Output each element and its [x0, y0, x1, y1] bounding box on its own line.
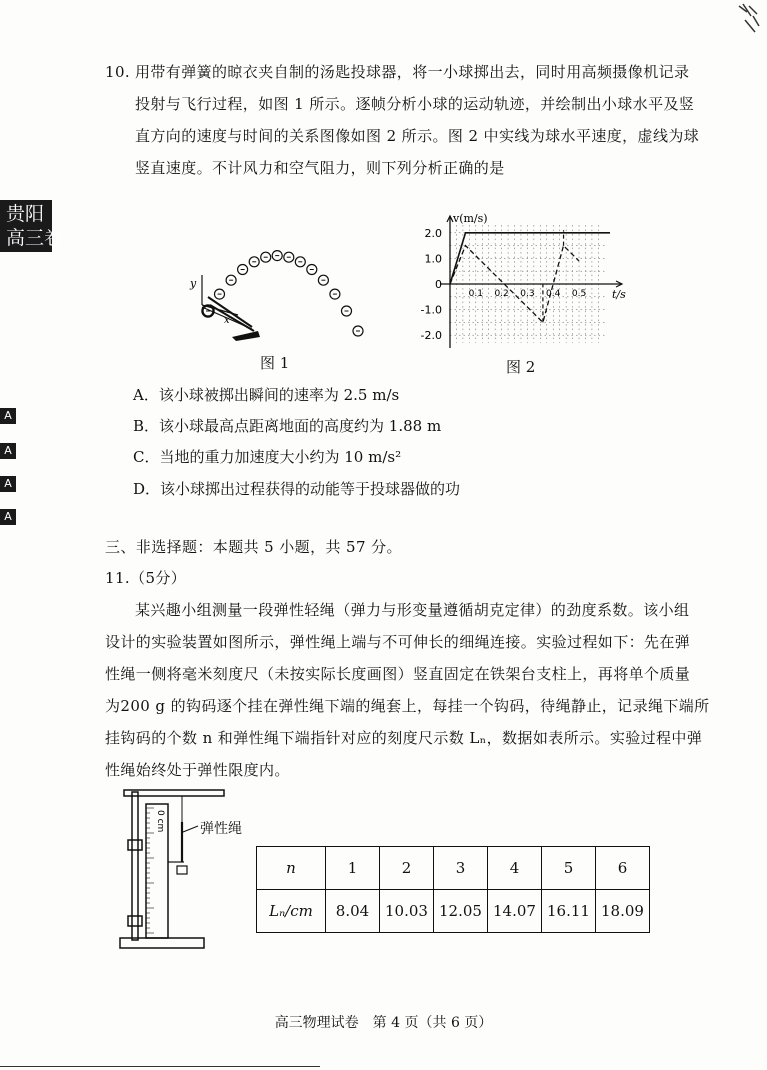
x-tick-label: 0.4 — [546, 289, 561, 299]
x-tick-label: 0.1 — [468, 289, 483, 299]
apparatus-figure — [110, 782, 255, 957]
fig1-x-label: x — [224, 315, 230, 326]
q11-line: 性绳始终处于弹性限度内。 — [105, 761, 290, 779]
x-tick-label: 0.3 — [520, 289, 535, 299]
q10-number: 10. — [105, 63, 131, 81]
data-table — [256, 846, 650, 933]
side-mark: A — [0, 408, 16, 424]
side-mark: A — [0, 443, 16, 459]
table-cell: 14.07 — [488, 890, 542, 933]
x-tick-label: 0.5 — [571, 289, 587, 299]
bottom-rule — [0, 1066, 320, 1067]
y-tick-label: -1.0 — [420, 303, 442, 317]
q10-line: 用带有弹簧的晾衣夹自制的汤匙投球器，将一小球掷出去，同时用高频摄像机记录 — [135, 63, 690, 81]
figure-2-vt-chart — [420, 206, 640, 356]
side-tab — [0, 200, 64, 252]
table-cell: 3 — [434, 847, 488, 890]
ruler-zero-label: 0 cm — [155, 810, 165, 833]
side-mark: A — [0, 509, 16, 525]
x-tick-label: 0.2 — [494, 289, 509, 299]
table-cell: 1 — [326, 847, 380, 890]
figure-1-trajectory — [180, 235, 390, 350]
y-tick-label: -2.0 — [420, 329, 442, 343]
y-tick-label: 1.0 — [424, 252, 442, 266]
table-cell: 5 — [542, 847, 596, 890]
option-d: D．该小球掷出过程获得的动能等于投球器做的功 — [133, 480, 461, 498]
table-header-n: n — [257, 847, 326, 890]
q11-line: 设计的实验装置如图所示，弹性绳上端与不可伸长的细绳连接。实验过程如下：先在弹 — [105, 633, 691, 651]
q11-line: 为200 g 的钩码逐个挂在弹性绳下端的绳套上，每挂一个钩码，待绳静止，记录绳下端所 — [105, 697, 710, 715]
section-3-heading: 三、非选择题：本题共 5 小题，共 57 分。 — [105, 538, 402, 556]
side-mark: A — [0, 476, 16, 492]
table-cell: 10.03 — [380, 890, 434, 933]
q11-line: 性绳一侧将毫米刻度尺（未按实际长度画图）竖直固定在铁架台支柱上，再将单个质量 — [105, 665, 691, 683]
table-cell: 2 — [380, 847, 434, 890]
q11-line: 某兴趣小组测量一段弹性轻绳（弹力与形变量遵循胡克定律）的劲度系数。该小组 — [135, 601, 690, 619]
q10-line: 投射与飞行过程，如图 1 所示。逐帧分析小球的运动轨迹，并绘制出小球水平及竖 — [135, 95, 695, 113]
x-axis-label: t/s — [612, 288, 626, 301]
option-a: A．该小球被掷出瞬间的速率为 2.5 m/s — [133, 386, 400, 404]
y-axis-label: v(m/s) — [453, 212, 488, 225]
side-tab-line1: 贵阳 — [6, 203, 45, 225]
q11-line: 挂钩码的个数 n 和弹性绳下端指针对应的刻度尺示数 Lₙ，数据如表所示。实验过程中弹 — [105, 729, 703, 747]
table-cell: 4 — [488, 847, 542, 890]
table-cell: 6 — [596, 847, 650, 890]
launcher-device — [202, 297, 260, 341]
table-row — [257, 847, 650, 890]
fig2-caption: 图 2 — [506, 358, 536, 376]
y-tick-label: 2.0 — [424, 226, 442, 240]
q10-line: 竖直速度。不计风力和空气阻力，则下列分析正确的是 — [135, 159, 505, 177]
table-cell: 12.05 — [434, 890, 488, 933]
table-cell: 18.09 — [596, 890, 650, 933]
y-tick-label: 0 — [435, 278, 442, 291]
q10-line: 直方向的速度与时间的关系图像如图 2 所示。图 2 中实线为球水平速度，虚线为球 — [135, 127, 700, 145]
fig1-caption: 图 1 — [260, 354, 290, 372]
option-c: C．当地的重力加速度大小约为 10 m/s² — [133, 448, 402, 466]
table-row — [257, 890, 650, 933]
side-tab-line2: 高三卷 — [6, 227, 64, 249]
table-header-ln: Lₙ/cm — [257, 890, 326, 933]
page-footer: 高三物理试卷 第 4 页（共 6 页） — [274, 1015, 493, 1031]
corner-stamp — [735, 2, 763, 42]
table-cell: 16.11 — [542, 890, 596, 933]
table-cell: 8.04 — [326, 890, 380, 933]
q11-header: 11.（5分） — [105, 569, 187, 587]
fig1-y-label: y — [190, 277, 197, 290]
elastic-cord-label: 弹性绳 — [200, 821, 242, 837]
option-b: B．该小球最高点距离地面的高度约为 1.88 m — [133, 417, 442, 435]
